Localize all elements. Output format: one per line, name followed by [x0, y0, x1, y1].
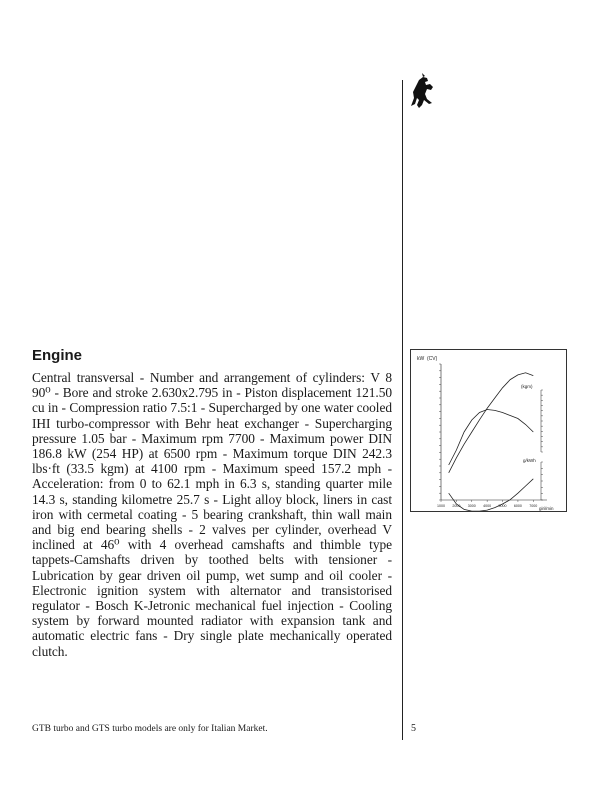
- x-tick-label: 3000: [467, 504, 476, 508]
- torque-curve: [449, 410, 534, 466]
- x-tick-label: 2000: [452, 504, 461, 508]
- engine-specifications-text: Central transversal - Number and arrangement of cylinders: V 8 90⁰ - Bore and stroke 2.630x2.795 in - Piston displacement 121.50 cu in - Compression ratio 7.5:1 - Supercharged by one water cooled IHI turbo-compressor with Behr heat exchanger - Supercharging pressure 1.05 bar - Maximum rpm 7700 - Maximum power DIN 186.8 kW (254 HP) at 6500 rpm - Maximum torque DIN 242.3 lbs·ft (33.5 kgm) at 4100 rpm - Maximum speed 157.2 mph - Acceleration: from 0 to 62.1 mph in 6.3 s, standing quarter mile 14.3 s, standing kilometre 25.7 s - Light alloy block, liners in cast iron with cermetal coating - 5 bearing crankshaft, thin wall main and big end bearing shells - 2 valves per cylinder, overhead V inclined at 46⁰ with 4 overhead camshafts and thimble type tappets-Camshafts driven by toothed belts with tensioner - Lubrication by gear driven oil pump, wet sump and oil cooler - Electronic ignition system with alternator and transistorised regulator - Bosch K-Jetronic mechanical fuel injection - Cooling system by forward mounted radiator with expansion tank and automatic electric fans - Dry single plate mechanically operated clutch.: [32, 370, 392, 659]
- page-number: 5: [411, 723, 416, 734]
- x-tick-label: 4000: [483, 504, 492, 508]
- chart-canvas: [411, 350, 566, 511]
- left-axis-label-kw: kW: [417, 356, 425, 362]
- engine-performance-chart: [410, 349, 567, 512]
- right-axis-label-kgm: (kgm): [521, 384, 533, 389]
- x-tick-label: 5000: [498, 504, 507, 508]
- prancing-horse-icon: [405, 72, 437, 112]
- x-tick-label: 6000: [513, 504, 522, 508]
- vertical-divider: [402, 80, 403, 740]
- left-axis-label-cv: (CV): [427, 356, 438, 362]
- x-axis-label: giri/min: [539, 506, 554, 511]
- x-tick-label: 1000: [437, 504, 445, 508]
- right-axis-label-consumption: g/kWh: [523, 458, 536, 463]
- market-footnote: GTB turbo and GTS turbo models are only for Italian Market.: [32, 724, 268, 734]
- section-title: Engine: [32, 347, 83, 364]
- x-tick-label: 7000: [529, 504, 538, 508]
